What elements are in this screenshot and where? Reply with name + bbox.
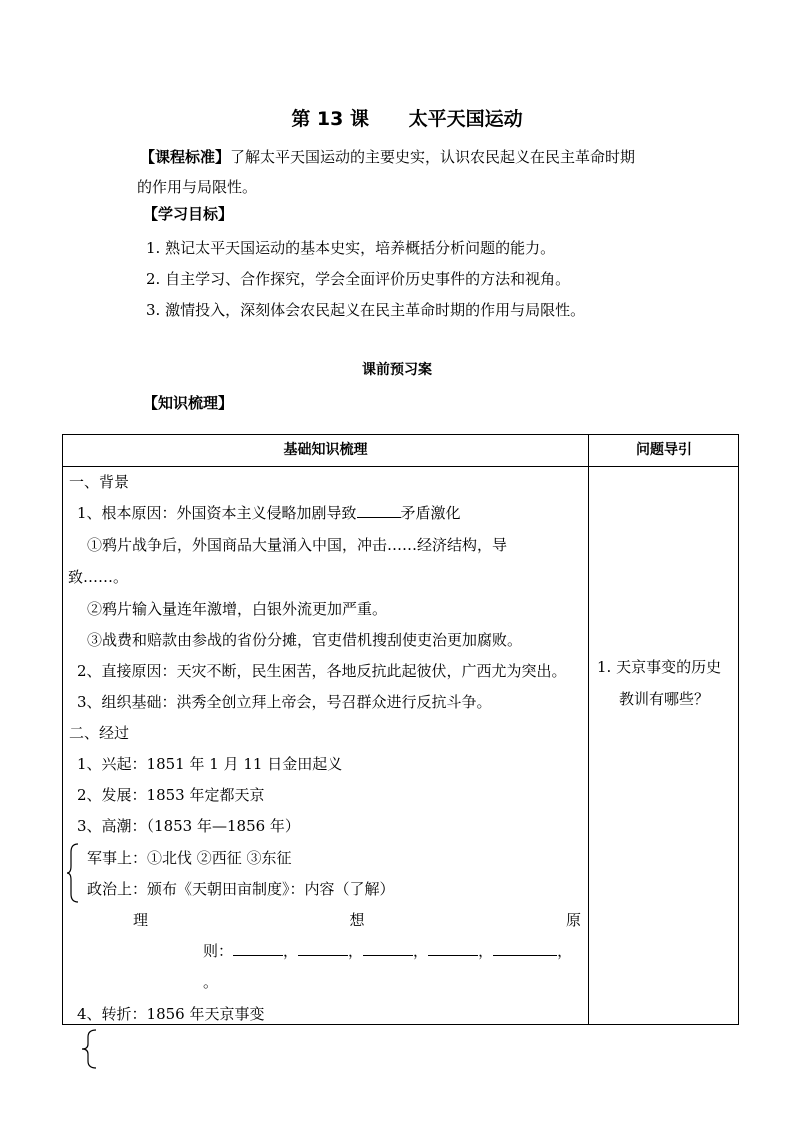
fill-blank[interactable] — [363, 941, 413, 956]
header-knowledge: 基础知识梳理 — [283, 442, 368, 458]
left-brace — [66, 842, 80, 904]
ideal-principle-blanks — [203, 941, 572, 961]
content-text: ， — [283, 942, 299, 960]
ideal-principle-line — [133, 910, 581, 930]
content-line: ③战费和赔款由参战的省份分摊，官吏借机搜刮使吏治更加腐败。 — [87, 631, 523, 649]
fill-blank[interactable] — [298, 941, 348, 956]
content-line: 2、直接原因：天灾不断，民生困苦，各地反抗此起彼伏，广西尤为突出。 — [77, 662, 567, 680]
content-text: ， — [478, 942, 494, 960]
content-line: ①鸦片战争后，外国商品大量涌入中国，冲击……经济结构，导 — [87, 536, 508, 554]
content-text: ， — [557, 942, 573, 960]
content-text: 矛盾激化 — [400, 504, 461, 522]
objective-item: 1. 熟记太平天国运动的基本史实，培养概括分析问题的能力。 — [146, 239, 556, 257]
guide-question-line-2: 教训有哪些？ — [619, 690, 710, 708]
objectives-list — [146, 233, 585, 326]
content-line: 3、组织基础：洪秀全创立拜上帝会，号召群众进行反抗斗争。 — [77, 693, 492, 711]
knowledge-table — [62, 434, 739, 1025]
content-text: 想 — [349, 911, 365, 929]
guide-question-line-1: 1. 天京事变的历史 — [597, 658, 722, 676]
content-line: 政治上：颁布《天朝田亩制度》：内容（了解） — [87, 880, 395, 898]
content-line: 1、兴起：1851 年 1 月 11 日金田起义 — [77, 755, 343, 773]
objective-item: 2. 自主学习、合作探究，学会全面评价历史事件的方法和视角。 — [146, 270, 571, 288]
content-line: 3、高潮：（1853 年—1856 年） — [77, 817, 300, 835]
fill-blank[interactable] — [493, 941, 557, 956]
column-divider — [588, 435, 589, 1024]
knowledge-label: 【知识梳理】 — [143, 394, 234, 412]
fill-blank[interactable] — [357, 503, 401, 518]
header-guide: 问题导引 — [636, 442, 692, 458]
course-standard — [137, 142, 680, 202]
lesson-title: 第 13 课 太平天国运动 — [291, 108, 523, 130]
heading-course: 二、经过 — [69, 724, 130, 742]
section-title: 课前预习案 — [362, 362, 432, 378]
content-line: ②鸦片输入量连年激增，白银外流更加严重。 — [87, 600, 388, 618]
content-text: 则： — [203, 942, 234, 960]
content-text: 理 — [133, 911, 149, 929]
content-text: ， — [413, 942, 429, 960]
content-line: 。 — [203, 973, 219, 991]
content-text: 原 — [565, 911, 581, 929]
fill-blank[interactable] — [428, 941, 478, 956]
header-divider — [63, 466, 738, 467]
content-line: 军事上：①北伐 ②西征 ③东征 — [87, 849, 292, 867]
content-line: 4、转折：1856 年天京事变 — [77, 1005, 265, 1023]
course-standard-label: 【课程标准】 — [140, 148, 231, 166]
course-standard-text-2: 的作用与局限性。 — [137, 178, 258, 196]
content-line: 致……。 — [68, 568, 129, 586]
course-standard-text-1: 了解太平天国运动的主要史实，认识农民起义在民主革命时期 — [230, 148, 636, 166]
content-text: 1、根本原因：外国资本主义侵略加剧导致 — [77, 504, 357, 522]
content-text: ， — [348, 942, 364, 960]
bottom-brace — [80, 1028, 98, 1070]
heading-background: 一、背景 — [69, 473, 130, 491]
objective-item: 3. 激情投入，深刻体会农民起义在民主革命时期的作用与局限性。 — [146, 301, 586, 319]
content-line — [77, 503, 461, 523]
content-line: 2、发展：1853 年定都天京 — [77, 786, 265, 804]
objectives-label: 【学习目标】 — [143, 205, 234, 223]
fill-blank[interactable] — [233, 941, 283, 956]
